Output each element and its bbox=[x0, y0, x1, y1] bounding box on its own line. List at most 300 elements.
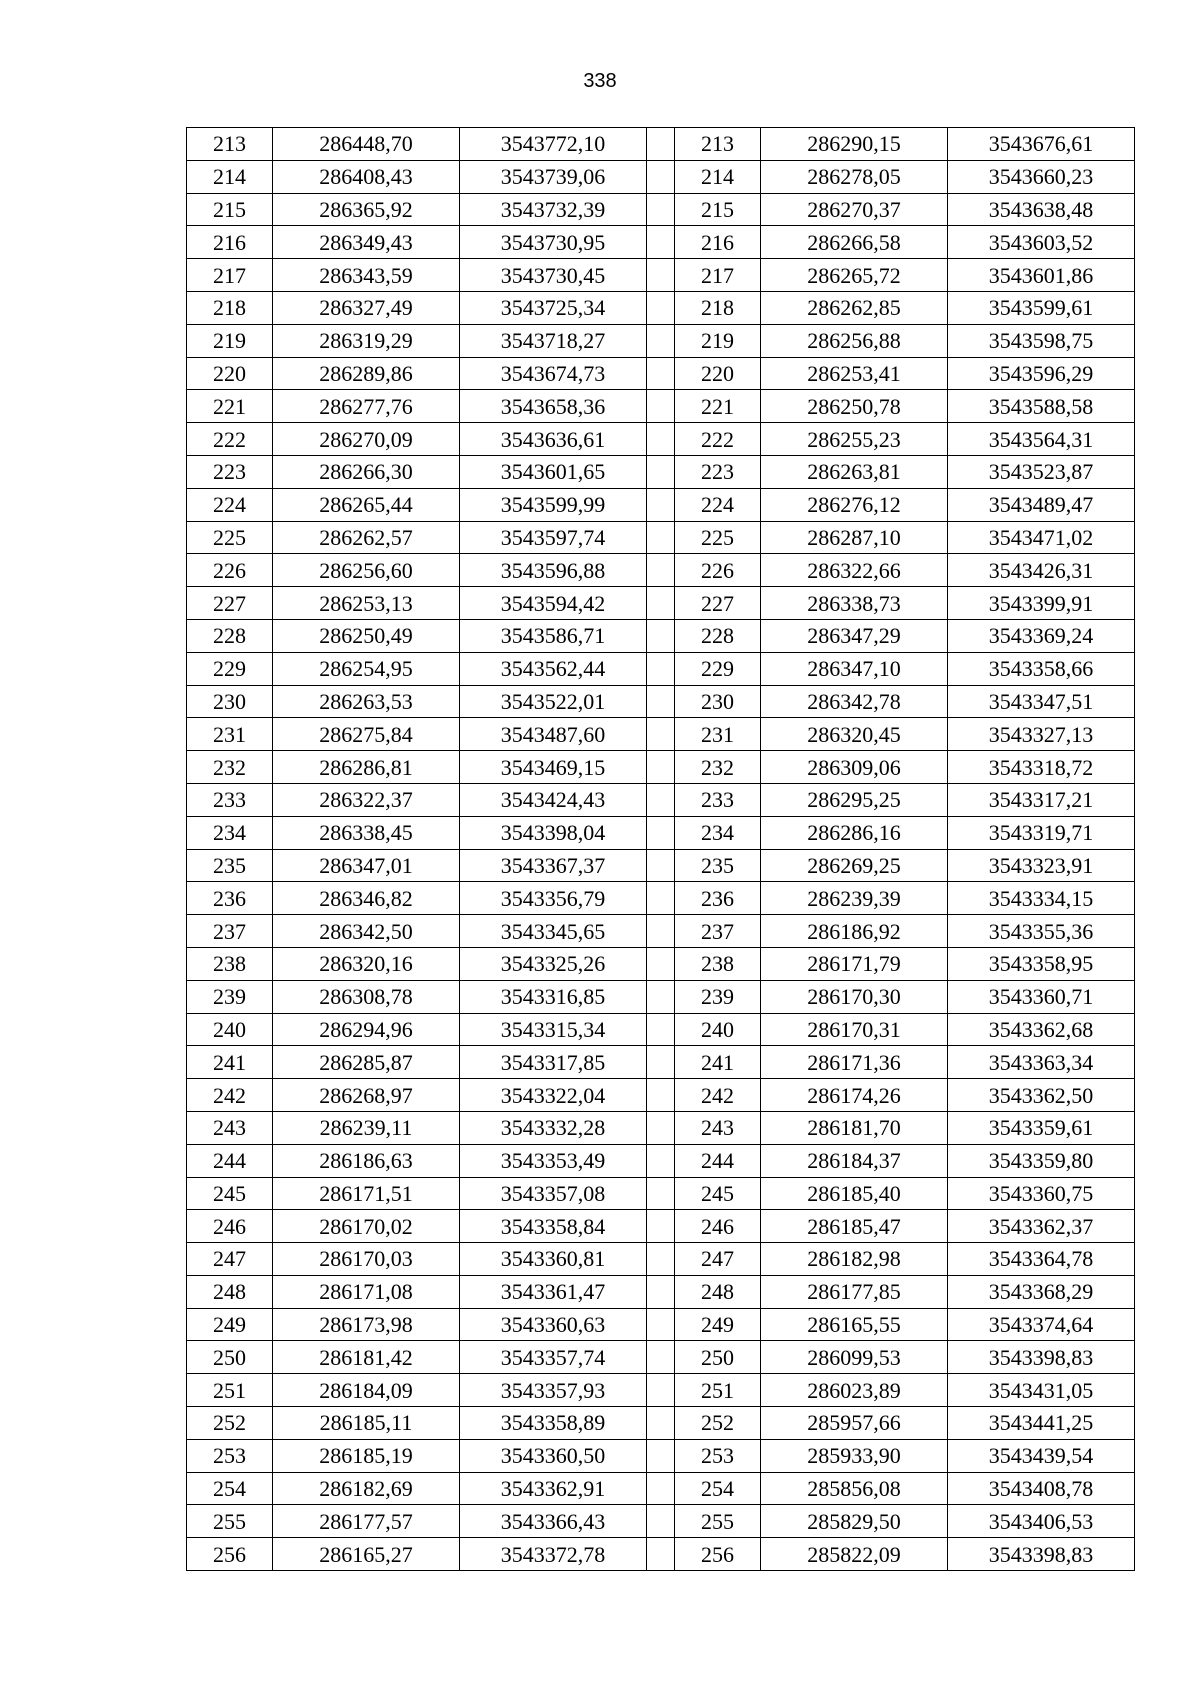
x-coordinate-left: 286289,86 bbox=[273, 357, 460, 390]
table-row bbox=[187, 1243, 1135, 1276]
column-gap bbox=[647, 1439, 675, 1472]
x-coordinate-left: 286408,43 bbox=[273, 160, 460, 193]
y-coordinate-right: 3543358,95 bbox=[948, 947, 1135, 980]
point-number-right: 236 bbox=[675, 882, 761, 915]
x-coordinate-right: 286276,12 bbox=[761, 488, 948, 521]
y-coordinate-right: 3543431,05 bbox=[948, 1374, 1135, 1407]
column-gap bbox=[647, 1275, 675, 1308]
y-coordinate-left: 3543372,78 bbox=[460, 1538, 647, 1571]
x-coordinate-right: 286265,72 bbox=[761, 259, 948, 292]
column-gap bbox=[647, 751, 675, 784]
column-gap bbox=[647, 193, 675, 226]
y-coordinate-left: 3543599,99 bbox=[460, 488, 647, 521]
x-coordinate-right: 286256,88 bbox=[761, 324, 948, 357]
x-coordinate-right: 286171,36 bbox=[761, 1046, 948, 1079]
column-gap bbox=[647, 488, 675, 521]
point-number-left: 253 bbox=[187, 1439, 273, 1472]
point-number-left: 241 bbox=[187, 1046, 273, 1079]
x-coordinate-left: 286266,30 bbox=[273, 455, 460, 488]
column-gap bbox=[647, 423, 675, 456]
point-number-left: 227 bbox=[187, 587, 273, 620]
point-number-left: 219 bbox=[187, 324, 273, 357]
point-number-right: 249 bbox=[675, 1308, 761, 1341]
point-number-left: 228 bbox=[187, 619, 273, 652]
point-number-left: 222 bbox=[187, 423, 273, 456]
point-number-right: 252 bbox=[675, 1407, 761, 1440]
x-coordinate-right: 286185,47 bbox=[761, 1210, 948, 1243]
table-row bbox=[187, 1439, 1135, 1472]
y-coordinate-right: 3543323,91 bbox=[948, 849, 1135, 882]
point-number-left: 215 bbox=[187, 193, 273, 226]
y-coordinate-right: 3543398,83 bbox=[948, 1538, 1135, 1571]
point-number-right: 220 bbox=[675, 357, 761, 390]
x-coordinate-left: 286342,50 bbox=[273, 915, 460, 948]
point-number-left: 213 bbox=[187, 128, 273, 161]
point-number-right: 251 bbox=[675, 1374, 761, 1407]
x-coordinate-right: 286266,58 bbox=[761, 226, 948, 259]
point-number-right: 233 bbox=[675, 783, 761, 816]
point-number-right: 242 bbox=[675, 1079, 761, 1112]
column-gap bbox=[647, 1243, 675, 1276]
x-coordinate-left: 286275,84 bbox=[273, 718, 460, 751]
x-coordinate-right: 285829,50 bbox=[761, 1505, 948, 1538]
point-number-right: 250 bbox=[675, 1341, 761, 1374]
point-number-left: 242 bbox=[187, 1079, 273, 1112]
y-coordinate-left: 3543345,65 bbox=[460, 915, 647, 948]
table-row bbox=[187, 226, 1135, 259]
point-number-left: 233 bbox=[187, 783, 273, 816]
point-number-right: 214 bbox=[675, 160, 761, 193]
y-coordinate-right: 3543489,47 bbox=[948, 488, 1135, 521]
y-coordinate-left: 3543739,06 bbox=[460, 160, 647, 193]
column-gap bbox=[647, 1538, 675, 1571]
point-number-left: 225 bbox=[187, 521, 273, 554]
point-number-right: 240 bbox=[675, 1013, 761, 1046]
column-gap bbox=[647, 291, 675, 324]
x-coordinate-left: 286277,76 bbox=[273, 390, 460, 423]
point-number-right: 245 bbox=[675, 1177, 761, 1210]
point-number-left: 232 bbox=[187, 751, 273, 784]
y-coordinate-right: 3543588,58 bbox=[948, 390, 1135, 423]
y-coordinate-left: 3543562,44 bbox=[460, 652, 647, 685]
y-coordinate-left: 3543730,45 bbox=[460, 259, 647, 292]
y-coordinate-right: 3543564,31 bbox=[948, 423, 1135, 456]
y-coordinate-right: 3543399,91 bbox=[948, 587, 1135, 620]
point-number-right: 228 bbox=[675, 619, 761, 652]
x-coordinate-left: 286270,09 bbox=[273, 423, 460, 456]
point-number-right: 255 bbox=[675, 1505, 761, 1538]
y-coordinate-left: 3543367,37 bbox=[460, 849, 647, 882]
column-gap bbox=[647, 521, 675, 554]
x-coordinate-left: 286173,98 bbox=[273, 1308, 460, 1341]
y-coordinate-right: 3543319,71 bbox=[948, 816, 1135, 849]
point-number-left: 246 bbox=[187, 1210, 273, 1243]
point-number-right: 232 bbox=[675, 751, 761, 784]
column-gap bbox=[647, 980, 675, 1013]
x-coordinate-right: 286186,92 bbox=[761, 915, 948, 948]
column-gap bbox=[647, 849, 675, 882]
point-number-left: 224 bbox=[187, 488, 273, 521]
point-number-right: 230 bbox=[675, 685, 761, 718]
table-row bbox=[187, 1144, 1135, 1177]
x-coordinate-left: 286181,42 bbox=[273, 1341, 460, 1374]
point-number-left: 255 bbox=[187, 1505, 273, 1538]
y-coordinate-right: 3543603,52 bbox=[948, 226, 1135, 259]
x-coordinate-left: 286263,53 bbox=[273, 685, 460, 718]
point-number-left: 231 bbox=[187, 718, 273, 751]
table-row bbox=[187, 882, 1135, 915]
x-coordinate-right: 286263,81 bbox=[761, 455, 948, 488]
x-coordinate-right: 286338,73 bbox=[761, 587, 948, 620]
page-number: 338 bbox=[583, 70, 617, 92]
x-coordinate-right: 286278,05 bbox=[761, 160, 948, 193]
point-number-right: 253 bbox=[675, 1439, 761, 1472]
y-coordinate-left: 3543674,73 bbox=[460, 357, 647, 390]
y-coordinate-left: 3543317,85 bbox=[460, 1046, 647, 1079]
y-coordinate-right: 3543359,80 bbox=[948, 1144, 1135, 1177]
x-coordinate-left: 286308,78 bbox=[273, 980, 460, 1013]
column-gap bbox=[647, 587, 675, 620]
x-coordinate-right: 286171,79 bbox=[761, 947, 948, 980]
y-coordinate-left: 3543730,95 bbox=[460, 226, 647, 259]
table-row bbox=[187, 587, 1135, 620]
table-row bbox=[187, 390, 1135, 423]
y-coordinate-left: 3543772,10 bbox=[460, 128, 647, 161]
point-number-right: 229 bbox=[675, 652, 761, 685]
y-coordinate-left: 3543718,27 bbox=[460, 324, 647, 357]
column-gap bbox=[647, 128, 675, 161]
y-coordinate-left: 3543424,43 bbox=[460, 783, 647, 816]
point-number-right: 215 bbox=[675, 193, 761, 226]
point-number-left: 235 bbox=[187, 849, 273, 882]
y-coordinate-right: 3543317,21 bbox=[948, 783, 1135, 816]
table-row bbox=[187, 357, 1135, 390]
x-coordinate-right: 286184,37 bbox=[761, 1144, 948, 1177]
y-coordinate-right: 3543596,29 bbox=[948, 357, 1135, 390]
x-coordinate-left: 286256,60 bbox=[273, 554, 460, 587]
point-number-right: 216 bbox=[675, 226, 761, 259]
column-gap bbox=[647, 357, 675, 390]
column-gap bbox=[647, 619, 675, 652]
y-coordinate-left: 3543357,74 bbox=[460, 1341, 647, 1374]
point-number-left: 250 bbox=[187, 1341, 273, 1374]
point-number-right: 213 bbox=[675, 128, 761, 161]
point-number-right: 254 bbox=[675, 1472, 761, 1505]
table-row bbox=[187, 488, 1135, 521]
x-coordinate-right: 286239,39 bbox=[761, 882, 948, 915]
y-coordinate-right: 3543408,78 bbox=[948, 1472, 1135, 1505]
table-row bbox=[187, 423, 1135, 456]
column-gap bbox=[647, 882, 675, 915]
y-coordinate-right: 3543362,68 bbox=[948, 1013, 1135, 1046]
x-coordinate-left: 286365,92 bbox=[273, 193, 460, 226]
y-coordinate-left: 3543594,42 bbox=[460, 587, 647, 620]
column-gap bbox=[647, 783, 675, 816]
x-coordinate-right: 285933,90 bbox=[761, 1439, 948, 1472]
y-coordinate-left: 3543361,47 bbox=[460, 1275, 647, 1308]
point-number-right: 231 bbox=[675, 718, 761, 751]
x-coordinate-left: 286265,44 bbox=[273, 488, 460, 521]
y-coordinate-left: 3543636,61 bbox=[460, 423, 647, 456]
point-number-right: 247 bbox=[675, 1243, 761, 1276]
column-gap bbox=[647, 1210, 675, 1243]
y-coordinate-left: 3543322,04 bbox=[460, 1079, 647, 1112]
point-number-right: 234 bbox=[675, 816, 761, 849]
table-row bbox=[187, 1505, 1135, 1538]
y-coordinate-right: 3543318,72 bbox=[948, 751, 1135, 784]
point-number-right: 217 bbox=[675, 259, 761, 292]
point-number-left: 238 bbox=[187, 947, 273, 980]
table-row bbox=[187, 1111, 1135, 1144]
y-coordinate-left: 3543586,71 bbox=[460, 619, 647, 652]
column-gap bbox=[647, 554, 675, 587]
x-coordinate-left: 286285,87 bbox=[273, 1046, 460, 1079]
y-coordinate-right: 3543676,61 bbox=[948, 128, 1135, 161]
point-number-right: 244 bbox=[675, 1144, 761, 1177]
y-coordinate-left: 3543358,89 bbox=[460, 1407, 647, 1440]
coordinates-table bbox=[186, 127, 1135, 1571]
table-row bbox=[187, 652, 1135, 685]
x-coordinate-right: 286182,98 bbox=[761, 1243, 948, 1276]
x-coordinate-right: 286174,26 bbox=[761, 1079, 948, 1112]
x-coordinate-right: 286250,78 bbox=[761, 390, 948, 423]
point-number-left: 243 bbox=[187, 1111, 273, 1144]
point-number-left: 247 bbox=[187, 1243, 273, 1276]
x-coordinate-right: 286177,85 bbox=[761, 1275, 948, 1308]
y-coordinate-left: 3543362,91 bbox=[460, 1472, 647, 1505]
x-coordinate-left: 286338,45 bbox=[273, 816, 460, 849]
y-coordinate-right: 3543638,48 bbox=[948, 193, 1135, 226]
table-row bbox=[187, 324, 1135, 357]
x-coordinate-right: 286170,31 bbox=[761, 1013, 948, 1046]
point-number-right: 248 bbox=[675, 1275, 761, 1308]
point-number-right: 225 bbox=[675, 521, 761, 554]
point-number-right: 223 bbox=[675, 455, 761, 488]
table-row bbox=[187, 1407, 1135, 1440]
x-coordinate-right: 286099,53 bbox=[761, 1341, 948, 1374]
x-coordinate-left: 286322,37 bbox=[273, 783, 460, 816]
x-coordinate-right: 286270,37 bbox=[761, 193, 948, 226]
x-coordinate-right: 286181,70 bbox=[761, 1111, 948, 1144]
point-number-right: 243 bbox=[675, 1111, 761, 1144]
x-coordinate-left: 286185,11 bbox=[273, 1407, 460, 1440]
x-coordinate-right: 286023,89 bbox=[761, 1374, 948, 1407]
x-coordinate-right: 286322,66 bbox=[761, 554, 948, 587]
point-number-right: 239 bbox=[675, 980, 761, 1013]
point-number-left: 239 bbox=[187, 980, 273, 1013]
y-coordinate-left: 3543358,84 bbox=[460, 1210, 647, 1243]
point-number-left: 256 bbox=[187, 1538, 273, 1571]
x-coordinate-left: 286320,16 bbox=[273, 947, 460, 980]
point-number-left: 218 bbox=[187, 291, 273, 324]
point-number-left: 245 bbox=[187, 1177, 273, 1210]
column-gap bbox=[647, 816, 675, 849]
point-number-left: 240 bbox=[187, 1013, 273, 1046]
y-coordinate-left: 3543315,34 bbox=[460, 1013, 647, 1046]
y-coordinate-right: 3543368,29 bbox=[948, 1275, 1135, 1308]
x-coordinate-left: 286262,57 bbox=[273, 521, 460, 554]
x-coordinate-left: 286171,51 bbox=[273, 1177, 460, 1210]
point-number-left: 248 bbox=[187, 1275, 273, 1308]
table-row bbox=[187, 455, 1135, 488]
point-number-left: 221 bbox=[187, 390, 273, 423]
x-coordinate-right: 286347,29 bbox=[761, 619, 948, 652]
x-coordinate-left: 286346,82 bbox=[273, 882, 460, 915]
point-number-right: 227 bbox=[675, 587, 761, 620]
column-gap bbox=[647, 1341, 675, 1374]
table-row bbox=[187, 521, 1135, 554]
y-coordinate-right: 3543599,61 bbox=[948, 291, 1135, 324]
point-number-right: 235 bbox=[675, 849, 761, 882]
y-coordinate-right: 3543360,71 bbox=[948, 980, 1135, 1013]
y-coordinate-right: 3543406,53 bbox=[948, 1505, 1135, 1538]
y-coordinate-right: 3543398,83 bbox=[948, 1341, 1135, 1374]
table-row bbox=[187, 849, 1135, 882]
x-coordinate-left: 286184,09 bbox=[273, 1374, 460, 1407]
point-number-left: 220 bbox=[187, 357, 273, 390]
column-gap bbox=[647, 259, 675, 292]
y-coordinate-left: 3543522,01 bbox=[460, 685, 647, 718]
y-coordinate-left: 3543725,34 bbox=[460, 291, 647, 324]
x-coordinate-right: 286165,55 bbox=[761, 1308, 948, 1341]
point-number-right: 218 bbox=[675, 291, 761, 324]
y-coordinate-right: 3543362,50 bbox=[948, 1079, 1135, 1112]
x-coordinate-left: 286170,02 bbox=[273, 1210, 460, 1243]
y-coordinate-left: 3543487,60 bbox=[460, 718, 647, 751]
point-number-right: 219 bbox=[675, 324, 761, 357]
point-number-left: 244 bbox=[187, 1144, 273, 1177]
table-row bbox=[187, 980, 1135, 1013]
table-row bbox=[187, 259, 1135, 292]
y-coordinate-right: 3543347,51 bbox=[948, 685, 1135, 718]
y-coordinate-right: 3543359,61 bbox=[948, 1111, 1135, 1144]
point-number-left: 249 bbox=[187, 1308, 273, 1341]
x-coordinate-right: 286347,10 bbox=[761, 652, 948, 685]
y-coordinate-left: 3543469,15 bbox=[460, 751, 647, 784]
x-coordinate-left: 286185,19 bbox=[273, 1439, 460, 1472]
y-coordinate-left: 3543658,36 bbox=[460, 390, 647, 423]
table-row bbox=[187, 193, 1135, 226]
x-coordinate-right: 286320,45 bbox=[761, 718, 948, 751]
x-coordinate-left: 286182,69 bbox=[273, 1472, 460, 1505]
y-coordinate-left: 3543360,63 bbox=[460, 1308, 647, 1341]
point-number-left: 217 bbox=[187, 259, 273, 292]
x-coordinate-right: 286269,25 bbox=[761, 849, 948, 882]
column-gap bbox=[647, 652, 675, 685]
y-coordinate-right: 3543426,31 bbox=[948, 554, 1135, 587]
point-number-left: 229 bbox=[187, 652, 273, 685]
y-coordinate-right: 3543439,54 bbox=[948, 1439, 1135, 1472]
point-number-left: 251 bbox=[187, 1374, 273, 1407]
y-coordinate-right: 3543364,78 bbox=[948, 1243, 1135, 1276]
coordinates-table-body bbox=[187, 128, 1135, 1571]
table-row bbox=[187, 1538, 1135, 1571]
column-gap bbox=[647, 1111, 675, 1144]
x-coordinate-right: 286342,78 bbox=[761, 685, 948, 718]
point-number-left: 223 bbox=[187, 455, 273, 488]
x-coordinate-right: 286287,10 bbox=[761, 521, 948, 554]
table-row bbox=[187, 1046, 1135, 1079]
x-coordinate-left: 286253,13 bbox=[273, 587, 460, 620]
x-coordinate-left: 286165,27 bbox=[273, 1538, 460, 1571]
table-row bbox=[187, 816, 1135, 849]
table-row bbox=[187, 554, 1135, 587]
column-gap bbox=[647, 324, 675, 357]
y-coordinate-right: 3543360,75 bbox=[948, 1177, 1135, 1210]
table-row bbox=[187, 718, 1135, 751]
table-row bbox=[187, 783, 1135, 816]
y-coordinate-right: 3543362,37 bbox=[948, 1210, 1135, 1243]
table-row bbox=[187, 1210, 1135, 1243]
point-number-left: 214 bbox=[187, 160, 273, 193]
table-row bbox=[187, 1374, 1135, 1407]
y-coordinate-right: 3543369,24 bbox=[948, 619, 1135, 652]
x-coordinate-right: 286185,40 bbox=[761, 1177, 948, 1210]
y-coordinate-right: 3543358,66 bbox=[948, 652, 1135, 685]
x-coordinate-left: 286177,57 bbox=[273, 1505, 460, 1538]
x-coordinate-right: 286262,85 bbox=[761, 291, 948, 324]
y-coordinate-left: 3543597,74 bbox=[460, 521, 647, 554]
column-gap bbox=[647, 1407, 675, 1440]
x-coordinate-left: 286268,97 bbox=[273, 1079, 460, 1112]
column-gap bbox=[647, 1177, 675, 1210]
x-coordinate-left: 286294,96 bbox=[273, 1013, 460, 1046]
x-coordinate-left: 286171,08 bbox=[273, 1275, 460, 1308]
column-gap bbox=[647, 1472, 675, 1505]
table-row bbox=[187, 1013, 1135, 1046]
y-coordinate-left: 3543360,81 bbox=[460, 1243, 647, 1276]
x-coordinate-right: 286295,25 bbox=[761, 783, 948, 816]
x-coordinate-left: 286319,29 bbox=[273, 324, 460, 357]
x-coordinate-left: 286448,70 bbox=[273, 128, 460, 161]
point-number-left: 230 bbox=[187, 685, 273, 718]
point-number-left: 226 bbox=[187, 554, 273, 587]
point-number-left: 236 bbox=[187, 882, 273, 915]
y-coordinate-left: 3543357,08 bbox=[460, 1177, 647, 1210]
point-number-right: 221 bbox=[675, 390, 761, 423]
table-row bbox=[187, 1177, 1135, 1210]
x-coordinate-right: 285957,66 bbox=[761, 1407, 948, 1440]
table-row bbox=[187, 751, 1135, 784]
y-coordinate-left: 3543732,39 bbox=[460, 193, 647, 226]
y-coordinate-right: 3543441,25 bbox=[948, 1407, 1135, 1440]
point-number-right: 224 bbox=[675, 488, 761, 521]
point-number-right: 256 bbox=[675, 1538, 761, 1571]
x-coordinate-left: 286250,49 bbox=[273, 619, 460, 652]
y-coordinate-right: 3543374,64 bbox=[948, 1308, 1135, 1341]
y-coordinate-right: 3543598,75 bbox=[948, 324, 1135, 357]
y-coordinate-right: 3543327,13 bbox=[948, 718, 1135, 751]
column-gap bbox=[647, 1505, 675, 1538]
column-gap bbox=[647, 915, 675, 948]
x-coordinate-right: 285822,09 bbox=[761, 1538, 948, 1571]
y-coordinate-left: 3543353,49 bbox=[460, 1144, 647, 1177]
table-row bbox=[187, 128, 1135, 161]
x-coordinate-left: 286286,81 bbox=[273, 751, 460, 784]
column-gap bbox=[647, 1144, 675, 1177]
column-gap bbox=[647, 718, 675, 751]
x-coordinate-right: 286290,15 bbox=[761, 128, 948, 161]
y-coordinate-right: 3543334,15 bbox=[948, 882, 1135, 915]
x-coordinate-left: 286343,59 bbox=[273, 259, 460, 292]
x-coordinate-left: 286170,03 bbox=[273, 1243, 460, 1276]
column-gap bbox=[647, 947, 675, 980]
x-coordinate-right: 286253,41 bbox=[761, 357, 948, 390]
x-coordinate-left: 286347,01 bbox=[273, 849, 460, 882]
y-coordinate-left: 3543596,88 bbox=[460, 554, 647, 587]
x-coordinate-right: 286255,23 bbox=[761, 423, 948, 456]
y-coordinate-left: 3543325,26 bbox=[460, 947, 647, 980]
